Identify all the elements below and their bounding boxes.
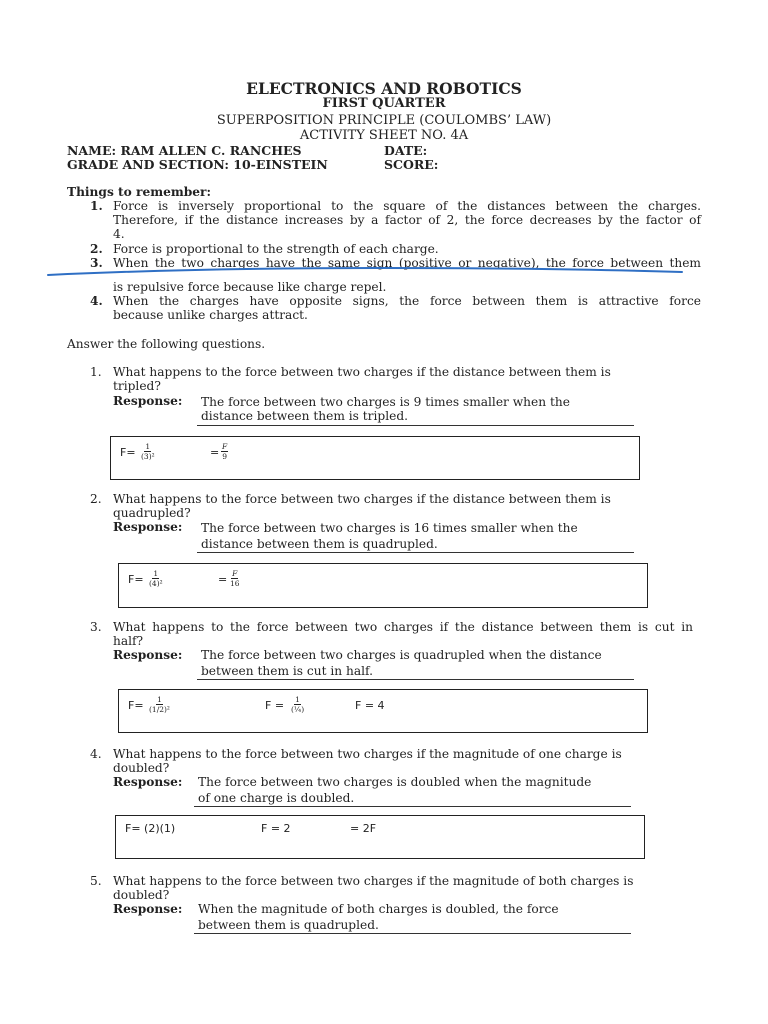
formula-fraction — [148, 695, 171, 714]
question-text: What happens to the force between two charges if the distance between them is — [113, 492, 611, 506]
response-text: The force between two charges is 9 times smaller when the — [201, 395, 570, 409]
formula-equals: = — [210, 446, 220, 459]
formula-result: F = 4 — [355, 699, 385, 712]
response-text: The force between two charges is 16 times smaller when the — [201, 521, 578, 535]
activity-number: ACTIVITY SHEET NO. 4A — [299, 128, 469, 143]
fraction-denominator: 16 — [230, 579, 240, 588]
response-text: distance between them is quadrupled. — [201, 537, 438, 551]
fraction-numerator: 1 — [153, 569, 159, 578]
student-name: NAME: RAM ALLEN C. RANCHES — [67, 143, 302, 158]
question-text: What happens to the force between two charges if the magnitude of one charge is — [113, 747, 622, 761]
question-number: 1. — [90, 365, 102, 379]
response-text: between them is cut in half. — [201, 664, 373, 678]
response-text: distance between them is tripled. — [201, 409, 408, 423]
fraction-denominator: 9 — [222, 452, 227, 461]
question-number: 3. — [90, 620, 102, 634]
question-text: What happens to the force between two charges if the distance between them is cut in — [113, 620, 693, 634]
fraction-numerator: 1 — [145, 442, 151, 451]
question-number: 2. — [90, 492, 102, 506]
formula-result-fraction — [229, 569, 241, 588]
fraction-denominator: (3)² — [141, 452, 155, 461]
item-text: When the charges have opposite signs, the force between them is attractive force — [113, 294, 701, 308]
response-text: The force between two charges is doubled when the magnitude — [198, 775, 592, 789]
fraction-numerator: 1 — [157, 695, 162, 704]
formula-box — [118, 689, 648, 733]
item-number: 2. — [90, 242, 103, 256]
quarter-heading: FIRST QUARTER — [322, 96, 446, 111]
formula-prefix: F= — [120, 446, 136, 459]
formula-step-fraction — [290, 695, 305, 714]
formula-equals: = — [218, 573, 228, 586]
question-text: doubled? — [113, 761, 170, 775]
document-title: ELECTRONICS AND ROBOTICS — [246, 79, 522, 98]
formula-box — [118, 563, 648, 608]
formula-prefix: F= — [128, 573, 144, 586]
formula-box — [110, 436, 640, 480]
response-label: Response: — [113, 520, 183, 534]
response-underline — [197, 552, 634, 553]
item-text: Force is inversely proportional to the square of the distances between the charges. — [113, 199, 701, 213]
fraction-numerator: 1 — [295, 695, 300, 704]
response-text: The force between two charges is quadrupled when the distance — [201, 648, 602, 662]
response-underline — [194, 806, 631, 807]
item-number: 3. — [90, 256, 103, 270]
question-text: What happens to the force between two charges if the distance between them is — [113, 365, 611, 379]
question-text: What happens to the force between two charges if the magnitude of both charges is — [113, 874, 634, 888]
item-text: 4. — [113, 227, 125, 241]
item-text: Force is proportional to the strength of each charge. — [113, 242, 439, 256]
subtitle: SUPERPOSITION PRINCIPLE (COULOMBS’ LAW) — [216, 113, 552, 128]
response-text: of one charge is doubled. — [198, 791, 355, 805]
grade-section: GRADE AND SECTION: 10-EINSTEIN — [67, 157, 328, 172]
formula-fraction — [140, 442, 156, 461]
fraction-denominator: (1/2)² — [149, 705, 170, 714]
instruction-text: Answer the following questions. — [67, 337, 266, 351]
fraction-denominator: (4)² — [149, 579, 163, 588]
question-text: doubled? — [113, 888, 170, 902]
response-label: Response: — [113, 902, 183, 916]
formula-box — [115, 815, 645, 859]
fraction-denominator: (¼) — [291, 705, 305, 714]
response-text: When the magnitude of both charges is doubled, the force — [198, 902, 559, 916]
formula-step-prefix: F = — [265, 699, 285, 712]
question-number: 5. — [90, 874, 102, 888]
fraction-numerator: F — [222, 442, 228, 451]
score-label: SCORE: — [384, 157, 439, 172]
response-label: Response: — [113, 648, 183, 662]
question-text: quadrupled? — [113, 506, 191, 520]
response-text: between them is quadrupled. — [198, 918, 379, 932]
response-underline — [197, 425, 634, 426]
item-number: 4. — [90, 294, 103, 308]
annotation-line — [46, 264, 686, 278]
response-underline — [197, 679, 634, 680]
item-number: 1. — [90, 199, 103, 213]
formula-text: F = 2 — [261, 822, 291, 835]
question-text: half? — [113, 634, 144, 648]
item-text: because unlike charges attract. — [113, 308, 308, 322]
response-label: Response: — [113, 394, 183, 408]
fraction-numerator: F — [232, 569, 238, 578]
question-text: tripled? — [113, 379, 161, 393]
formula-fraction — [148, 569, 164, 588]
formula-result: = 2F — [350, 822, 377, 835]
formula-prefix: F= — [128, 699, 144, 712]
formula-text: F= (2)(1) — [125, 822, 176, 835]
things-heading: Things to remember: — [67, 185, 211, 199]
question-number: 4. — [90, 747, 102, 761]
response-underline — [194, 933, 631, 934]
item-text: When the two charges have the same sign (positive or negative), the force between them — [113, 256, 701, 270]
date-label: DATE: — [384, 143, 428, 158]
item-text: Therefore, if the distance increases by a factor of 2, the force decreases by the factor of — [113, 213, 701, 227]
formula-result-fraction — [221, 442, 228, 461]
item-text: is repulsive force because like charge repel. — [113, 280, 387, 294]
response-label: Response: — [113, 775, 183, 789]
